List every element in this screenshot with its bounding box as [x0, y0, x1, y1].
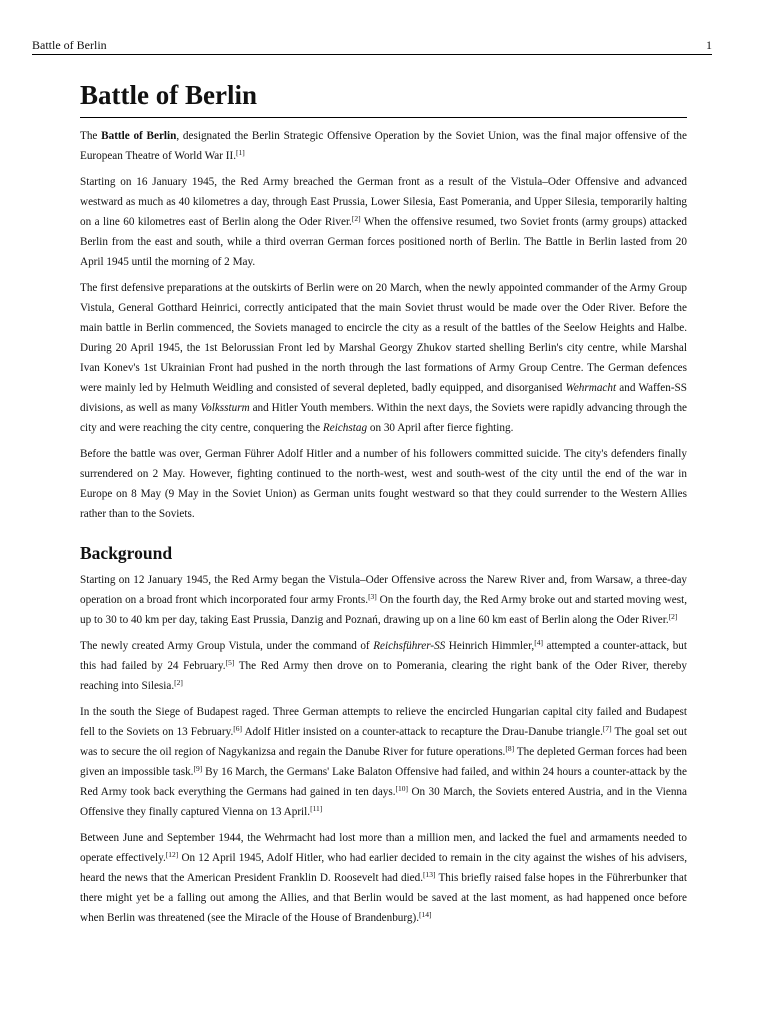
text: The goal set out was to secure the oil region of Nagykanizsa and regain the Danube River for future operations. — [80, 726, 687, 758]
text: Adolf Hitler insisted on a counter-attack to recapture the Drau-Danube triangle. — [242, 726, 603, 738]
intro-paragraph-3 — [80, 278, 687, 438]
text: and Hitler Youth members. Within the next days, the Soviets were rapidly advancing through the city and were reaching the city centre, conquering the — [80, 402, 687, 434]
text: Before the battle was over, German Führer Adolf Hitler and a number of his followers committed suicide. The city's defenders finally surrendered on 2 May. However, fighting continued to the north-west, west and south-west of the city until the end of the war in Europe on 8 May (9 May in the Soviet Union) as German units fought westward so that they could surrender to the Western Allies rather than to the Soviets. — [80, 448, 687, 520]
background-paragraph-2 — [80, 636, 687, 696]
text: By 16 March, the Germans' Lake Balaton Offensive had failed, and within 24 hours a counter-attack by the Red Army took back everything the Germans had gained in ten days. — [80, 766, 687, 798]
citation-link[interactable]: [9] — [193, 764, 203, 773]
citation-link[interactable]: [5] — [225, 658, 235, 667]
italic-term: Wehrmacht — [565, 382, 617, 394]
background-paragraph-3 — [80, 702, 687, 822]
text: The first defensive preparations at the outskirts of Berlin were on 20 March, when the newly appointed commander of the Army Group Vistula, General Gotthard Heinrici, correctly anticipated that the main Soviet thrust would be made over the Oder River. Before the main battle in Berlin commenced, the Soviets managed to encircle the city as a result of the battles of the Seelow Heights and Halbe. During 20 April 1945, the 1st Belorussian Front led by Marshal Georgy Zhukov started shelling Berlin's city centre, while Marshal Ivan Konev's 1st Ukrainian Front had pushed in the north through the last formations of Army Group Centre. The German defences were mainly led by Helmuth Weidling and consisted of several depleted, badly equipped, and disorganised — [80, 282, 687, 394]
text: , designated the Berlin Strategic Offensive Operation by the Soviet Union, was the final major offensive of the European Theatre of World War II. — [80, 130, 687, 162]
citation-link[interactable]: [2] — [351, 214, 361, 223]
text: When the offensive resumed, two Soviet fronts (army groups) attacked Berlin from the east and south, while a third overran German forces positioned north of Berlin. The Battle in Berlin lasted from 20 April 1945 until the morning of 2 May. — [80, 216, 688, 268]
article-title: Battle of Berlin — [80, 78, 687, 118]
text: On 12 April 1945, Adolf Hitler, who had earlier decided to remain in the city against the wishes of his advisers, heard the news that the American President Franklin D. Roosevelt had died. — [80, 852, 687, 884]
citation-link[interactable]: [13] — [423, 870, 436, 879]
running-header — [32, 38, 712, 55]
citation-link[interactable]: [4] — [534, 638, 543, 647]
section-heading-background: Background — [80, 543, 173, 563]
intro-paragraph-2 — [80, 172, 687, 272]
citation-link[interactable]: [12] — [165, 850, 179, 859]
text: The Red Army then drove on to Pomerania, clearing the right bank of the Oder River, thereby reaching into Silesia. — [80, 660, 687, 692]
citation-link[interactable]: [10] — [395, 784, 409, 793]
text: attempted a counter-attack, but this had failed by 24 February. — [80, 640, 687, 672]
italic-term: Volkssturm — [200, 402, 250, 414]
text: Heinrich Himmler, — [445, 640, 535, 652]
citation-link[interactable]: [2] — [174, 678, 183, 687]
citation-link[interactable]: [1] — [236, 148, 245, 157]
citation-link[interactable]: [14] — [419, 910, 432, 919]
citation-link[interactable]: [8] — [505, 744, 515, 753]
text: and Waffen-SS divisions, as well as many — [80, 382, 687, 414]
citation-link[interactable]: [11] — [310, 804, 323, 813]
text: The — [80, 130, 102, 142]
citation-link[interactable]: [2] — [668, 612, 678, 621]
text: On 30 March, the Soviets entered Austria, and in the Vienna Offensive they finally captured Vienna on 13 April. — [80, 786, 687, 818]
text: on 30 April after fierce fighting. — [367, 422, 514, 434]
text: The depleted German forces had been given an impossible task. — [80, 746, 688, 778]
text: Between June and September 1944, the Wehrmacht had lost more than a million men, and lacked the fuel and armaments needed to operate effectively. — [80, 832, 687, 864]
background-paragraph-4 — [80, 828, 687, 928]
text: Starting on 12 January 1945, the Red Army began the Vistula–Oder Offensive across the Narew River and, from Warsaw, a three-day operation on a broad front which incorporated four army Fronts. — [80, 574, 687, 606]
intro-paragraph-4 — [80, 444, 687, 524]
text: In the south the Siege of Budapest raged. Three German attempts to relieve the encircled Hungarian capital city failed and Budapest fell to the Soviets on 13 February. — [80, 706, 687, 738]
text: Starting on 16 January 1945, the Red Army breached the German front as a result of the Vistula–Oder Offensive and advanced westward as much as 40 kilometres a day, through East Prussia, Lower Silesia, East Pomerania, and Upper Silesia, temporarily halting on a line 60 kilometres east of Berlin along the Oder River. — [80, 176, 687, 228]
citation-link[interactable]: [3] — [368, 592, 377, 601]
bold-term: Battle of Berlin — [101, 130, 177, 142]
text: The newly created Army Group Vistula, under the command of — [80, 640, 374, 652]
running-title: Battle of Berlin — [32, 38, 107, 52]
text: This briefly raised false hopes in the Führerbunker that there might yet be a falling out among the Allies, and that Berlin would be saved at the last moment, as had happened once before when Berlin was threatened (see the Miracle of the House of Brandenburg). — [80, 872, 687, 924]
article — [80, 78, 687, 934]
citation-link[interactable]: [6] — [233, 724, 243, 733]
intro-paragraph-1 — [80, 126, 687, 166]
page-number: 1 — [706, 38, 712, 52]
italic-term: Reichsführer-SS — [373, 640, 446, 652]
italic-term: Reichstag — [322, 422, 368, 434]
text: On the fourth day, the Red Army broke out and started moving west, up to 30 to 40 km per day, taking East Prussia, Danzig and Poznań, drawing up on a line 60 km east of Berlin along the Oder River. — [80, 594, 688, 626]
background-paragraph-1 — [80, 570, 687, 630]
citation-link[interactable]: [7] — [602, 724, 612, 733]
